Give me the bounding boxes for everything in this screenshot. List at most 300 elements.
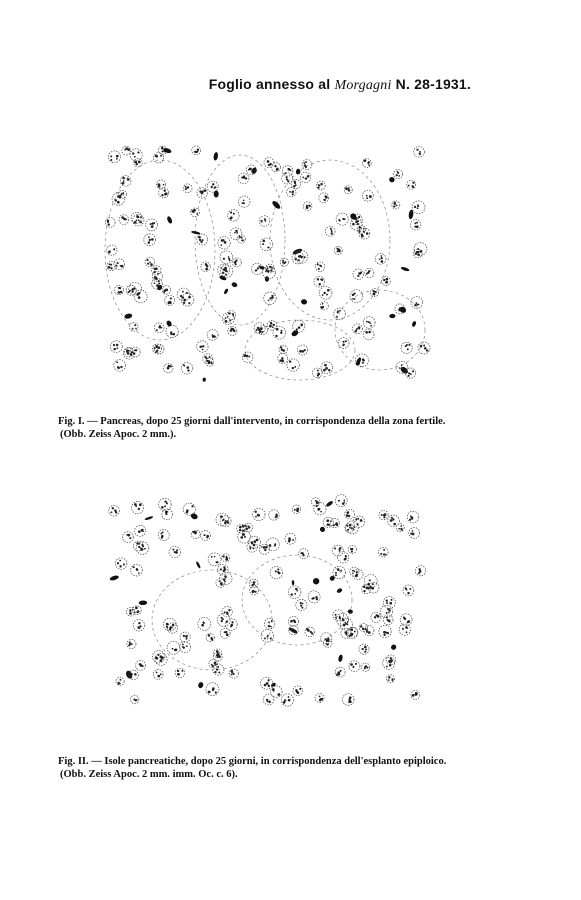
chromatin-dot [191,505,193,507]
chromatin-dot [137,216,139,218]
chromatin-dot [233,213,235,215]
chromatin-dot [150,223,152,225]
chromatin-dot [140,216,142,218]
cell-nucleus [216,513,229,526]
chromatin-dot [224,522,226,524]
chromatin-dot [336,248,338,250]
chromatin-dot [127,178,130,181]
chromatin-dot [294,366,296,368]
chromatin-dot [357,223,359,225]
chromatin-dot [129,612,132,615]
chromatin-dot [383,549,385,551]
chromatin-dot [111,511,113,513]
chromatin-dot [416,222,418,224]
chromatin-dot [137,292,140,295]
chromatin-dot [275,570,277,572]
cell-nucleus [311,498,319,506]
chromatin-dot [270,637,272,639]
chromatin-dot [290,628,293,631]
chromatin-dot [388,619,391,622]
chromatin-dot [197,149,199,151]
cell-nucleus [336,213,348,225]
cell-nucleus [129,323,138,332]
chromatin-dot [393,523,396,526]
cell-nucleus [349,661,360,672]
chromatin-dot [273,690,275,692]
chromatin-dot [115,199,117,201]
chromatin-dot [336,524,338,526]
chromatin-dot [385,281,387,283]
chromatin-dot [160,656,163,659]
chromatin-dot [323,369,326,372]
cell-nucleus [270,566,282,578]
chromatin-dot [354,526,356,528]
cell-nucleus [154,344,164,354]
chromatin-dot [342,345,344,347]
chromatin-dot [390,519,393,522]
chromatin-dot [307,629,310,632]
chromatin-dot [352,298,354,300]
chromatin-dot [350,663,353,666]
chromatin-dot [353,666,355,668]
chromatin-dot [238,236,240,238]
chromatin-dot [272,326,274,328]
lobule-outline [195,155,285,325]
cell-nucleus [220,572,232,584]
chromatin-dot [267,267,269,269]
mitosis-mark [291,329,300,337]
chromatin-dot [338,219,340,221]
chromatin-dot [225,558,228,561]
chromatin-dot [154,347,156,349]
mitosis-mark [411,321,416,328]
chromatin-dot [269,701,271,703]
figure-2-caption [58,755,488,781]
chromatin-dot [285,172,287,174]
chromatin-dot [351,551,353,553]
chromatin-dot [368,631,371,634]
cell-nucleus [232,258,241,267]
chromatin-dot [345,555,347,557]
chromatin-dot [375,614,377,616]
chromatin-dot [245,525,247,527]
chromatin-dot [135,328,137,330]
chromatin-dot [391,517,393,519]
cell-nucleus [228,210,239,221]
chromatin-dot [335,572,337,574]
chromatin-dot [337,568,340,571]
chromatin-dot [199,239,201,241]
chromatin-dot [412,370,414,372]
chromatin-dot [318,283,320,285]
chromatin-dot [214,661,217,664]
chromatin-dot [305,161,307,163]
chromatin-dot [165,192,168,195]
chromatin-dot [225,577,227,579]
chromatin-dot [407,622,409,624]
chromatin-dot [172,624,175,627]
chromatin-dot [366,197,368,199]
chromatin-dot [289,361,291,363]
chromatin-dot [234,261,237,264]
chromatin-dot [370,325,372,327]
chromatin-dot [136,611,138,613]
chromatin-dot [388,660,391,663]
chromatin-dot [231,670,233,672]
chromatin-dot [118,291,121,294]
cell-nucleus [146,219,158,231]
chromatin-dot [224,611,226,613]
chromatin-dot [325,367,328,370]
chromatin-dot [277,693,280,696]
chromatin-dot [364,667,366,669]
chromatin-dot [263,240,266,243]
chromatin-dot [273,324,275,326]
cell-nucleus [414,242,427,255]
chromatin-dot [383,631,386,634]
chromatin-dot [286,179,288,181]
chromatin-dot [298,255,300,257]
chromatin-dot [352,294,354,296]
chromatin-dot [121,265,124,268]
chromatin-dot [253,581,255,583]
chromatin-dot [108,250,110,252]
chromatin-dot [220,244,222,246]
chromatin-dot [178,673,180,675]
chromatin-dot [350,628,353,631]
chromatin-dot [225,269,228,272]
chromatin-dot [327,289,330,292]
chromatin-dot [351,527,353,529]
chromatin-dot [357,275,359,277]
chromatin-dot [120,679,122,681]
chromatin-dot [267,160,270,163]
chromatin-dot [116,361,118,363]
chromatin-dot [264,549,266,551]
chromatin-dot [412,694,415,697]
chromatin-dot [123,563,125,565]
chromatin-dot [417,204,419,206]
chromatin-dot [369,195,372,198]
chromatin-dot [316,505,318,507]
chromatin-dot [363,586,365,588]
chromatin-dot [274,545,276,547]
chromatin-dot [222,520,224,522]
chromatin-dot [368,321,370,323]
chromatin-dot [221,584,223,586]
chromatin-dot [223,555,225,557]
chromatin-dot [151,238,154,241]
chromatin-dot [116,155,119,158]
chromatin-dot [136,220,138,222]
cell-nucleus [288,586,301,599]
chromatin-dot [380,553,382,555]
chromatin-dot [295,689,297,691]
chromatin-dot [416,251,419,254]
chromatin-dot [311,598,313,600]
chromatin-dot [288,540,291,543]
chromatin-dot [325,639,327,641]
chromatin-dot [225,274,227,276]
chromatin-dot [338,673,340,675]
chromatin-dot [339,617,341,619]
chromatin-dot [286,176,288,178]
chromatin-dot [383,634,385,636]
chromatin-dot [147,263,149,265]
cell-nucleus [362,159,371,168]
chromatin-dot [350,633,352,635]
chromatin-dot [400,525,402,527]
chromatin-dot [239,529,241,531]
chromatin-dot [138,219,140,221]
chromatin-dot [292,193,294,195]
chromatin-dot [118,682,120,684]
cell-nucleus [107,245,117,255]
chromatin-dot [150,263,153,266]
chromatin-dot [216,650,219,653]
chromatin-dot [396,174,398,176]
chromatin-dot [109,263,111,265]
chromatin-dot [242,533,245,536]
cell-nucleus [330,518,339,527]
chromatin-dot [138,296,141,299]
chromatin-dot [122,177,125,180]
chromatin-dot [355,663,357,665]
chromatin-dot [186,511,188,513]
chromatin-dot [351,548,353,550]
chromatin-dot [318,268,320,270]
chromatin-dot [408,372,410,374]
chromatin-dot [335,614,337,616]
mitosis-mark [265,276,269,282]
chromatin-dot [116,344,119,347]
chromatin-dot [349,524,352,527]
chromatin-dot [347,511,350,514]
chromatin-dot [295,631,297,633]
chromatin-dot [134,324,136,326]
chromatin-dot [340,670,342,672]
chromatin-dot [160,533,162,535]
cell-nucleus [266,538,279,551]
chromatin-dot [268,299,270,301]
chromatin-dot [130,353,132,355]
cell-nucleus [273,326,286,339]
chromatin-dot [183,635,185,637]
cell-nucleus [228,326,237,335]
chromatin-dot [268,685,270,687]
chromatin-dot [155,276,157,278]
chromatin-dot [317,374,319,376]
chromatin-dot [323,292,325,294]
chromatin-dot [361,233,363,235]
mitosis-mark [190,512,199,520]
chromatin-dot [364,646,367,649]
cell-nucleus [180,632,190,642]
chromatin-dot [243,176,246,179]
chromatin-dot [345,340,347,342]
chromatin-dot [110,159,112,161]
chromatin-dot [255,591,257,593]
chromatin-dot [292,539,294,541]
chromatin-dot [240,536,243,539]
chromatin-dot [186,635,188,637]
chromatin-dot [400,528,402,530]
chromatin-dot [334,548,336,550]
figure-2-caption-line1: Fig. II. — Isole pancreatiche, dopo 25 giorni, in corrispondenza dell'esplanto epiploico. [58,756,447,767]
chromatin-dot [366,232,369,235]
chromatin-dot [302,177,304,179]
chromatin-dot [343,499,345,501]
chromatin-dot [119,560,121,562]
chromatin-dot [198,236,201,239]
chromatin-dot [288,537,291,540]
chromatin-dot [255,511,257,513]
chromatin-dot [123,180,125,182]
chromatin-dot [108,223,110,225]
chromatin-dot [381,514,383,516]
chromatin-dot [319,696,321,698]
chromatin-dot [271,295,273,297]
chromatin-dot [405,345,407,347]
chromatin-dot [374,616,376,618]
chromatin-dot [302,603,304,605]
chromatin-dot [131,351,133,353]
chromatin-dot [366,273,368,275]
chromatin-dot [386,600,388,602]
chromatin-dot [364,651,366,653]
chromatin-dot [346,525,348,527]
cell-nucleus [399,624,410,635]
chromatin-dot [410,373,412,375]
chromatin-dot [206,536,208,538]
chromatin-dot [243,354,246,357]
chromatin-dot [181,670,183,672]
chromatin-dot [416,225,419,228]
chromatin-dot [387,632,389,634]
chromatin-dot [271,268,273,270]
chromatin-dot [349,527,351,529]
chromatin-dot [263,546,266,549]
chromatin-dot [161,194,163,196]
chromatin-dot [330,520,332,522]
chromatin-dot [133,566,135,568]
chromatin-dot [252,590,255,593]
cell-nucleus [180,642,191,653]
chromatin-dot [142,529,144,531]
chromatin-dot [289,169,291,171]
chromatin-dot [183,647,185,649]
chromatin-dot [297,508,300,511]
chromatin-dot [256,329,258,331]
chromatin-dot [414,304,416,306]
chromatin-dot [172,648,174,650]
chromatin-dot [320,183,322,185]
chromatin-dot [383,514,385,516]
chromatin-dot [126,219,128,221]
chromatin-dot [229,319,231,321]
chromatin-dot [170,297,172,299]
chromatin-dot [124,148,126,150]
chromatin-dot [328,369,330,371]
chromatin-dot [256,539,259,542]
chromatin-dot [317,187,319,189]
chromatin-dot [281,330,283,332]
chromatin-dot [223,570,225,572]
chromatin-dot [411,517,413,519]
chromatin-dot [142,530,144,532]
chromatin-dot [149,261,151,263]
cell-nucleus [308,591,320,603]
chromatin-dot [353,529,355,531]
chromatin-dot [281,360,284,363]
chromatin-dot [360,625,362,627]
cell-nucleus [401,342,412,353]
chromatin-dot [163,184,165,186]
chromatin-dot [355,221,358,224]
chromatin-dot [363,359,365,361]
chromatin-dot [322,306,324,308]
chromatin-dot [195,151,198,154]
chromatin-dot [207,535,209,537]
chromatin-dot [113,344,115,346]
chromatin-dot [228,609,230,611]
chromatin-dot [270,269,272,271]
chromatin-dot [365,331,368,334]
chromatin-dot [244,536,246,538]
chromatin-dot [134,673,137,676]
chromatin-dot [194,532,196,534]
chromatin-dot [303,162,305,164]
mitosis-mark [325,500,333,508]
chromatin-dot [401,368,403,370]
cell-nucleus [227,311,236,320]
chromatin-dot [419,153,421,155]
chromatin-dot [255,270,257,272]
figure-2-drawing [92,480,442,720]
chromatin-dot [157,273,159,275]
cell-nucleus [230,228,242,240]
figure-1-drawing [90,130,450,400]
cell-nucleus [167,641,180,654]
chromatin-dot [253,544,256,547]
chromatin-dot [160,673,162,675]
chromatin-dot [269,325,272,328]
chromatin-dot [282,262,284,264]
chromatin-dot [419,151,421,153]
cell-nucleus [114,259,125,270]
chromatin-dot [137,626,140,629]
chromatin-dot [354,298,356,300]
cell-nucleus [206,633,214,641]
cell-nucleus [392,201,400,209]
chromatin-dot [345,631,347,633]
chromatin-dot [156,350,158,352]
chromatin-dot [327,637,329,639]
chromatin-dot [267,701,269,703]
chromatin-dot [148,241,151,244]
chromatin-dot [228,312,230,314]
cell-nucleus [192,146,201,155]
chromatin-dot [288,696,290,698]
chromatin-dot [406,631,408,633]
chromatin-dot [159,659,162,662]
chromatin-dot [306,178,308,180]
figure-2-illustration [92,480,442,720]
chromatin-dot [327,523,330,526]
chromatin-dot [203,622,205,624]
chromatin-dot [409,588,411,590]
cell-nucleus [238,196,249,207]
